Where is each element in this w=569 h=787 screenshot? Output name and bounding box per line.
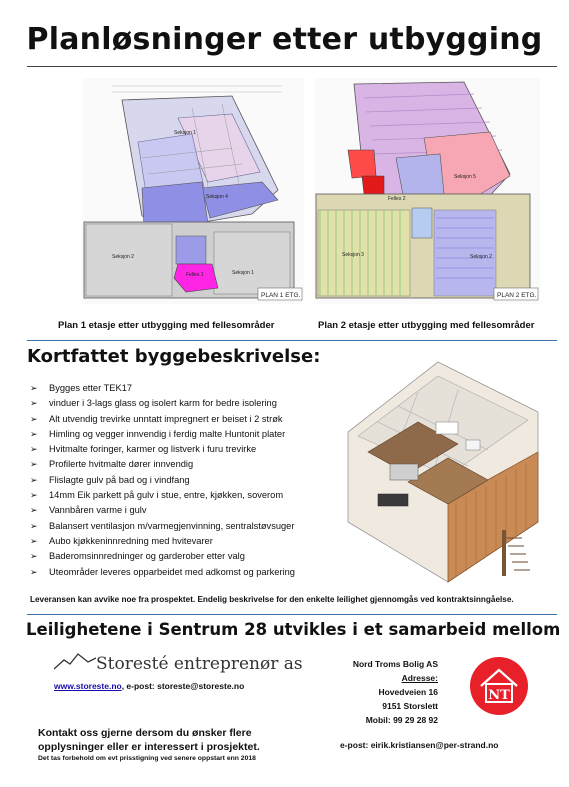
list-item: [30, 442, 360, 457]
arrow-bullet-icon: ➢: [30, 566, 38, 577]
storeste-contact: [54, 681, 244, 691]
storeste-web-link[interactable]: www.storeste.no: [54, 681, 122, 691]
list-item-text: vinduer i 3-lags glass og isolert karm for bedre isolering: [49, 398, 277, 409]
plan-2-caption: Plan 2 etasje etter utbygging med fellesområder: [318, 320, 535, 331]
storeste-mountain-icon: [54, 652, 96, 670]
plan-1-section-label: Seksjon 4: [206, 194, 228, 200]
ntb-city: 9151 Storslett: [382, 701, 438, 711]
price-disclaimer: Det tas forbehold om evt prisstigning ved senere oppstart enn 2018: [38, 755, 256, 762]
list-item: [30, 488, 360, 503]
section-divider: [27, 340, 557, 341]
description-list: [30, 381, 360, 580]
arrow-bullet-icon: ➢: [30, 413, 38, 424]
plan-1-section-label: Seksjon 2: [112, 254, 134, 260]
list-item: [30, 412, 360, 427]
list-item: [30, 396, 360, 411]
plan-2-section-label: Seksjon 2: [470, 254, 492, 260]
disclaimer-note: Leveransen kan avvike noe fra prospektet. Endelig beskrivelse for den enkelte leilighet gjennomgås ved kontraktsinngåelse.: [30, 595, 514, 604]
contact-block: [38, 726, 260, 754]
collab-heading: Leilighetene i Sentrum 28 utvikles i et samarbeid mellom: [26, 620, 561, 639]
contact-line-2: opplysninger eller er interessert i prosjektet.: [38, 741, 260, 753]
arrow-bullet-icon: ➢: [30, 428, 38, 439]
arrow-bullet-icon: ➢: [30, 474, 38, 485]
list-item-text: Alt utvendig trevirke unntatt impregnert er beiset i 2 strøk: [49, 413, 283, 424]
ntb-address-block: [300, 657, 438, 727]
list-item: [30, 519, 360, 534]
nt-logo-icon: [469, 656, 529, 716]
arrow-bullet-icon: ➢: [30, 383, 38, 393]
arrow-bullet-icon: ➢: [30, 520, 38, 531]
ntb-street: Hovedveien 16: [378, 687, 438, 697]
ntb-name: Nord Troms Bolig AS: [352, 659, 438, 669]
list-item-text: Aubo kjøkkeninnredning med hvitevarer: [49, 535, 213, 546]
plan-1-floor-drawing: [82, 78, 304, 304]
list-item: [30, 473, 360, 488]
collab-divider: [27, 614, 557, 615]
list-item-text: Uteområder leveres opparbeidet med adkomst og parkering: [49, 566, 295, 577]
list-item-text: Balansert ventilasjon m/varmegjenvinning, sentralstøvsuger: [49, 520, 295, 531]
arrow-bullet-icon: ➢: [30, 505, 38, 516]
storeste-logo-text: Storesté entreprenør as: [96, 654, 303, 674]
building-3d-render: [338, 352, 546, 584]
plan-1-section-label: Felles 1: [186, 272, 204, 278]
arrow-bullet-icon: ➢: [30, 535, 38, 546]
list-item: [30, 457, 360, 472]
list-item-text: Vannbåren varme i gulv: [49, 505, 147, 516]
arrow-bullet-icon: ➢: [30, 398, 38, 409]
arrow-bullet-icon: ➢: [30, 551, 38, 562]
list-item-text: Himling og vegger innvendig i ferdig malte Huntonit plater: [49, 428, 286, 439]
list-item-text: Baderomsinnredninger og garderober etter valg: [49, 551, 245, 562]
plan-1-section-label: Seksjon 1: [232, 270, 254, 276]
list-item: [30, 427, 360, 442]
arrow-bullet-icon: ➢: [30, 490, 38, 501]
contact-line-1: Kontakt oss gjerne dersom du ønsker flere: [38, 727, 252, 739]
ntb-address-label: Adresse:: [401, 673, 438, 683]
plan-2-section-label: Seksjon 3: [342, 252, 364, 258]
list-item: [30, 381, 360, 396]
plan-2-section-label: Seksjon 5: [454, 174, 476, 180]
list-item-text: Profilerte hvitmalte dører innvendig: [49, 459, 194, 470]
list-item-text: 14mm Eik parkett på gulv i stue, entre, kjøkken, soverom: [49, 490, 284, 501]
arrow-bullet-icon: ➢: [30, 444, 38, 455]
list-item: [30, 549, 360, 564]
description-heading: Kortfattet byggebeskrivelse:: [27, 346, 321, 367]
plan-2-floor-drawing: [314, 78, 540, 304]
plan-1-stamp: PLAN 1 ETG.: [261, 292, 301, 299]
plan-2-section-label: Felles 2: [388, 196, 406, 202]
ntb-email: e-post: eirik.kristiansen@per-strand.no: [340, 740, 499, 750]
plan-2-stamp: PLAN 2 ETG.: [497, 292, 537, 299]
list-item: [30, 534, 360, 549]
list-item-text: Flislagte gulv på bad og i vindfang: [49, 474, 190, 485]
arrow-bullet-icon: ➢: [30, 459, 38, 470]
plan-1-caption: Plan 1 etasje etter utbygging med fellesområder: [58, 320, 275, 331]
page-title: Planløsninger etter utbygging: [26, 22, 543, 57]
title-divider: [27, 66, 557, 67]
list-item-text: Hvitmalte foringer, karmer og listverk i furu trevirke: [49, 444, 257, 455]
ntb-mobile: Mobil: 99 29 28 92: [365, 715, 438, 725]
list-item: [30, 503, 360, 518]
nt-logo-text: NT: [488, 688, 510, 703]
plan-1-section-label: Seksjon 1: [174, 130, 196, 136]
list-item-text: Bygges etter TEK17: [49, 383, 133, 393]
storeste-email: , e-post: storeste@storeste.no: [121, 681, 245, 691]
list-item: [30, 565, 360, 580]
